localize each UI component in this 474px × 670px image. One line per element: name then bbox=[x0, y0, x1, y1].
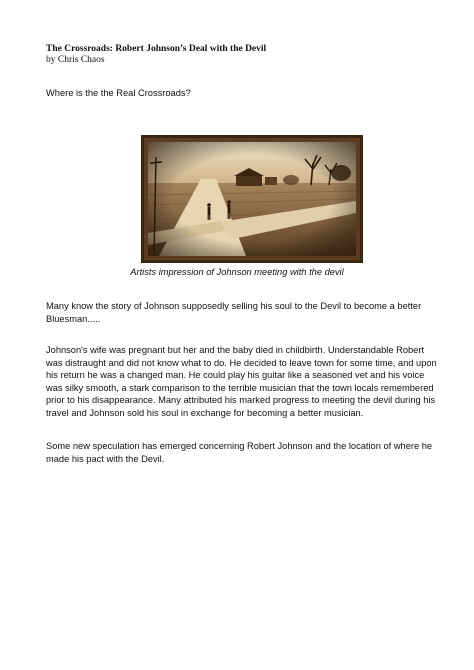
figure-caption: Artists impression of Johnson meeting with the devil bbox=[130, 267, 344, 277]
article-title: The Crossroads: Robert Johnson’s Deal with the Devil bbox=[46, 44, 267, 54]
paragraph: Many know the story of Johnson supposedly selling his soul to the Devil to become a better Bluesman..... bbox=[46, 301, 422, 324]
article-author: by Chris Chaos bbox=[46, 55, 105, 65]
paragraph: Some new speculation has emerged concerning Robert Johnson and the location of where he made his pact with the Devil. bbox=[46, 441, 433, 464]
crossroads-illustration bbox=[141, 135, 363, 263]
paragraph: Johnson's wife was pregnant but her and the baby died in childbirth. Understandable Robert was distraught and did not know what to do. He decided to leave town for some time, and upon his return he was a changed man. He could play his guitar like a seasoned vet and his voice was silky smooth, a stark comparison to the terrible musician that the town locals remembered prior to his disappearance. Many attributed his marked progress to meeting the devil during his travel and Johnson sold his soul in exchange for becoming a better musician. bbox=[46, 345, 437, 418]
section-question: Where is the the Real Crossroads? bbox=[46, 88, 191, 98]
